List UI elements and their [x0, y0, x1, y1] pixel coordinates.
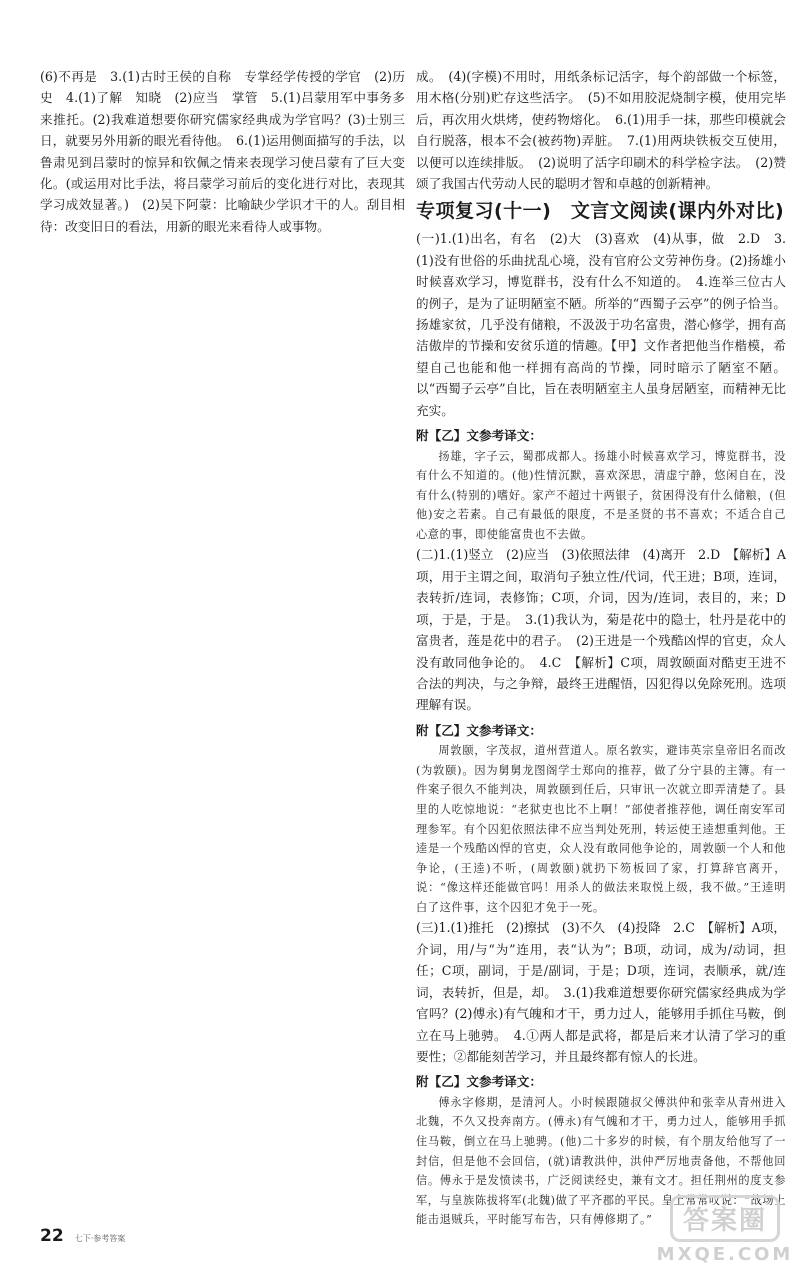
part-3-answers: (三)1.(1)推托 (2)擦拭 (3)不久 (4)投降 2.C 【解析】A项，介词，用/与“为”连用，表“认为”；B项，动词，成为/动词，担任；C项，副词，于是/副词，于是；D项，连词，表顺承，就/连词，表转折，但是，却。 3.(1)我难道想要你研究儒家经典成为学官吗？(2)傅永)有气魄和才干，勇力过人，能够用手抓住马鞍，倒立在马上驰骋。 4.①两人都是武将，都是后来才认清了学习的重要性；②都能刻苦学习，并且最终都有惊人的长进。	[416, 920, 786, 1064]
part-2-appendix-title: 附【乙】文参考译文：	[416, 722, 542, 738]
section-11-translation	[416, 447, 786, 545]
left-answers-text: (6)不再是 3.(1)古时王侯的自称 专掌经学传授的学官 (2)历史 4.(1)了解 知晓 (2)应当 掌管 5.(1)吕蒙用军中事务多来推托。(2)我难道想要你研究儒家经典成为学官吗？(3)士别三日，就要另外用新的眼光看待他。 6.(1)运用侧面描写的手法，以鲁肃见到吕蒙时的惊异和钦佩之情来表现学习使吕蒙有了巨大变化。(或运用对比手法，将吕蒙学习前后的变化进行对比，表现其学习成效显著。) (2)吴下阿蒙：比喻缺少学识才干的人。刮目相待：改变旧日的看法，用新的眼光来看待人或事物。	[40, 69, 405, 234]
part-3-appendix-title: 附【乙】文参考译文：	[416, 1074, 542, 1090]
translation-text: 傅永字修期，是清河人。小时候跟随叔父傅洪仲和张幸从青州进入北魏，不久又投奔南方。(傅永)有气魄和才干，勇力过人，能够用手抓住马鞍，倒立在马上驰骋。(他)二十多岁的时候，有个朋友给他写了一封信，但是他不会回信，(就)请教洪仲，洪仲严厉地责备他，不帮他回信。傅永于是发愤读书，广泛阅读经史，兼有文才。担任荆州的度支参军，与皇族陈拔将军(北魏)做了平齐郡的平民。皇上常常叹说：“战场上能击退贼兵，平时能写布告，只有傅修期了。”	[416, 1095, 786, 1226]
watermark-logo-text: 答案圈	[670, 1195, 780, 1242]
footer-label: 七下·参考答案	[74, 1234, 126, 1243]
section-11-title: 专项复习(十一) 文言文阅读(课内外对比)	[416, 200, 785, 223]
translation-text: 周敦颐，字茂叔，道州营道人。原名敦实，避讳英宗皇帝旧名而改(为敦颐)。因为舅舅龙图阁学士郑向的推荐，做了分宁县的主簿。有一件案子很久不能判决，周敦颐到任后，只审讯一次就立即弄清楚了。县里的人吃惊地说：“老狱吏也比不上啊！”部使者推荐他，调任南安军司理参军。有个囚犯依照法律不应当判处死刑，转运使王逵想重判他。王逵是一个残酷凶悍的官吏，众人没有敢同他争论的，周敦颐一个人和他争论，(王逵)不听，(周敦颐)就扔下笏板回了家，打算辞官离开，说：“像这样还能做官吗！用杀人的做法来取悦上级，我不做。”王逵明白了这件事，这个囚犯才免于一死。	[416, 744, 786, 914]
right-column	[416, 66, 786, 1226]
translation-text: 扬雄，字子云，蜀郡成都人。扬雄小时候喜欢学习，博览群书，没有什么不知道的。(他)性情沉默，喜欢深思，清虚宁静，悠闲自在，没有什么(特别的)嗜好。家产不超过十两银子，贫困得没有什么储粮，(但他)安之若素。自己有最低的限度，不是圣贤的书不喜欢；不适合自己心意的事，即使能富贵也不去做。	[416, 449, 786, 541]
page-footer	[40, 1226, 125, 1246]
watermark-logo	[650, 1195, 800, 1275]
part-2-translation	[416, 741, 786, 917]
part-2-answers: (二)1.(1)竖立 (2)应当 (3)依照法律 (4)离开 2.D 【解析】A项，用于主谓之间，取消句子独立性/代词，代王进；B项，连词，表转折/连词，表修饰；C项，介词，因为/连词，表目的，来；D项，于是，于是。 3.(1)我认为，菊是花中的隐士，牡丹是花中的富贵者，莲是花中的君子。 (2)王进是一个残酷凶悍的官吏，众人没有敢同他争论的。 4.C 【解析】C项，周敦颐面对酷吏王进不合法的判决，与之争辩，最终王进醒悟，囚犯得以免除死刑。选项理解有误。	[416, 547, 786, 713]
right-intro-text: 成。 (4)(字模)不用时，用纸条标记活字，每个韵部做一个标签，用木格(分别)贮存这些活字。 (5)不如用胶泥烧制字模，使用完毕后，再次用火烘烤，使药物熔化。 6.(1)用手一抹，那些印模就会自行脱落，根本不会(被药物)弄脏。 7.(1)用两块铁板交互使用，以便可以连续排版。 (2)说明了活字印刷术的科学检字法。 (2)赞颂了我国古代劳动人民的聪明才智和卓越的创新精神。	[416, 69, 786, 192]
watermark-url: MXQE.COM	[656, 1244, 794, 1265]
left-column	[40, 66, 405, 1226]
section-11-answers: (一)1.(1)出名，有名 (2)大 (3)喜欢 (4)从事，做 2.D 3.(1)没有世俗的乐曲扰乱心境，没有官府公文劳神伤身。(2)扬雄小时候喜欢学习，博览群书，没有什么不知道的。 4.连举三位古人的例子，是为了证明陋室不陋。所举的“西蜀子云亭”的例子恰当。扬雄家贫，几乎没有储粮，不汲汲于功名富贵，潜心修学，拥有高洁傲岸的节操和安贫乐道的情趣。【甲】文作者把他当作楷模，希望自己也能和他一样拥有高尚的节操，同时暗示了陋室不陋。以“西蜀子云亭”自比，旨在表明陋室主人虽身居陋室，而精神无比充实。	[416, 231, 786, 418]
section-11-appendix-title: 附【乙】文参考译文：	[416, 428, 542, 444]
page-number: 22	[40, 1226, 64, 1246]
